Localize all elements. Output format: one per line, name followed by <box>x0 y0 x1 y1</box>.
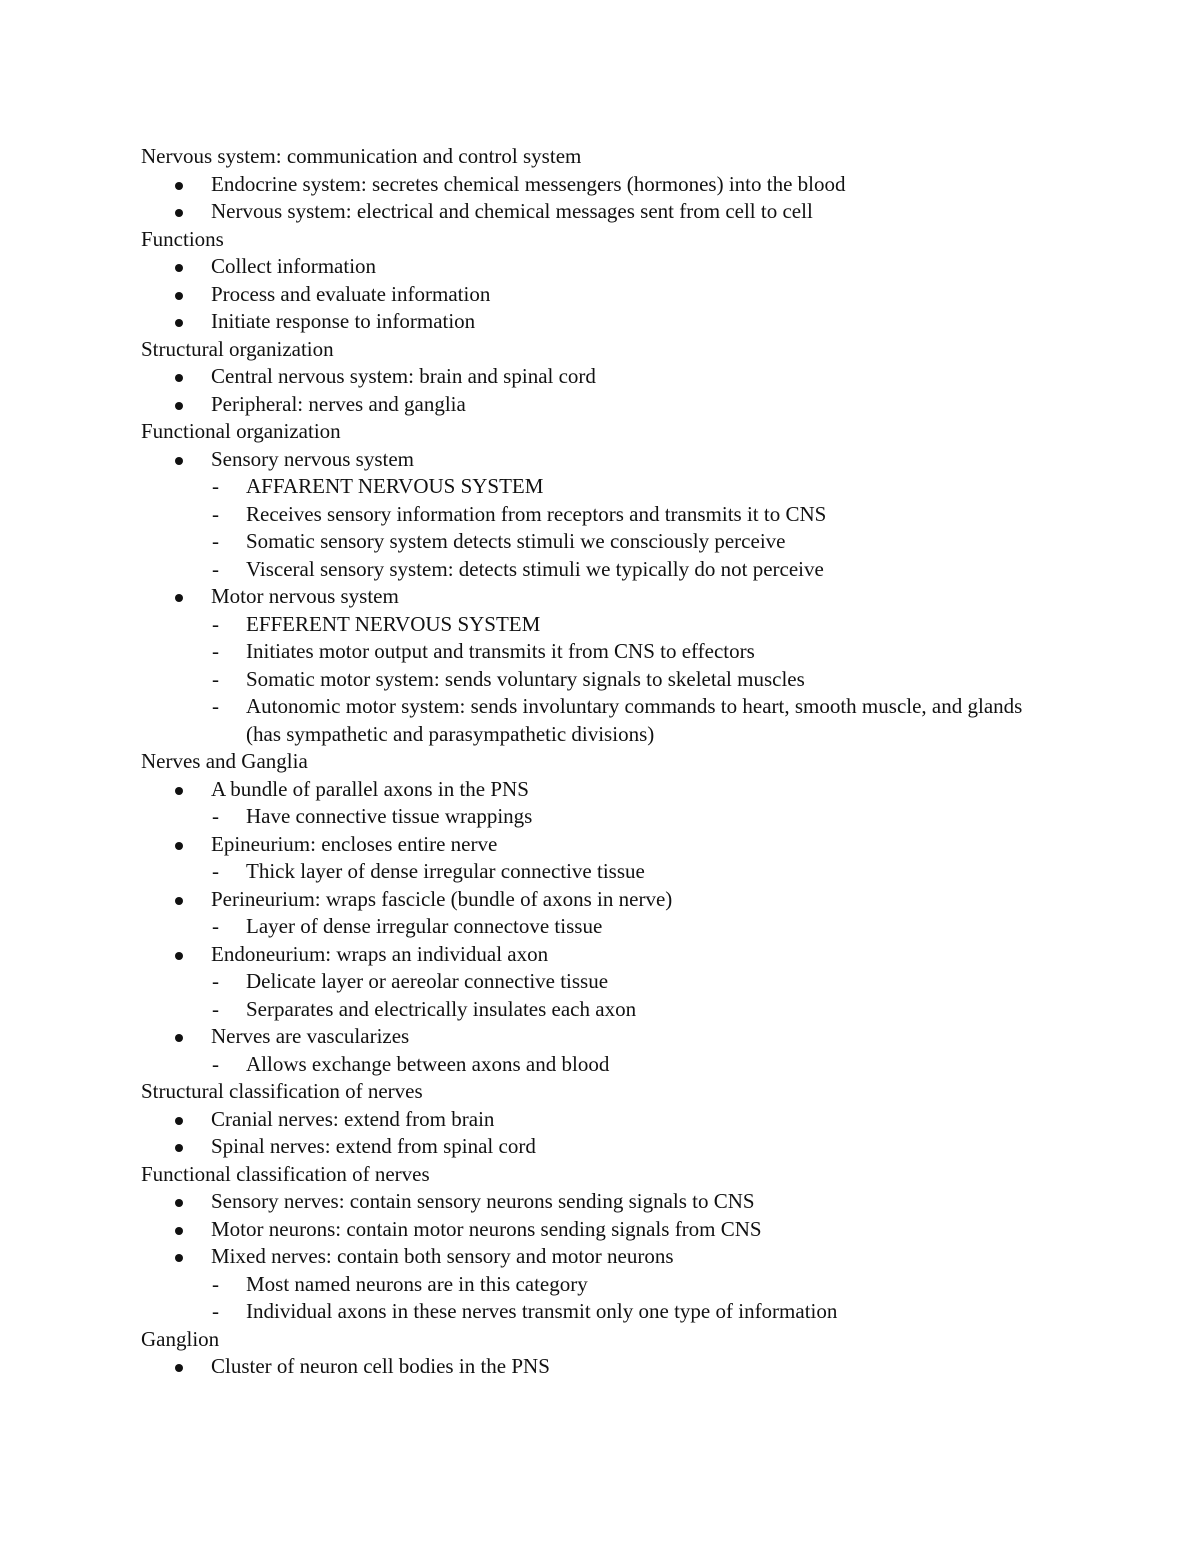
bullet-item <box>141 1188 1101 1216</box>
sub-list <box>141 1271 1101 1326</box>
bullet-item <box>141 1106 1101 1134</box>
dash-marker-icon: - <box>212 1271 219 1296</box>
bullet-text: Perineurium: wraps fascicle (bundle of axons in nerve) <box>211 886 673 911</box>
bullet-text: Epineurium: encloses entire nerve <box>211 831 498 856</box>
sub-text: Most named neurons are in this category <box>246 1271 588 1296</box>
dash-marker-icon: - <box>212 529 219 553</box>
bullet-item <box>141 1353 1101 1381</box>
sub-list <box>141 803 1101 831</box>
section-heading: Ganglion <box>141 1326 220 1351</box>
bullet-text: Endocrine system: secretes chemical messengers (hormones) into the blood <box>211 171 846 196</box>
sub-item <box>141 473 1101 501</box>
dash-marker-icon: - <box>212 556 219 581</box>
dash-marker-icon: - <box>212 666 219 691</box>
bullet-dot-icon <box>175 319 183 327</box>
section-heading: Functions <box>141 226 224 251</box>
sub-item <box>141 693 1101 748</box>
bullet-list <box>141 1106 1101 1161</box>
sub-item <box>141 968 1101 996</box>
bullet-item <box>141 941 1101 1024</box>
sub-text: Autonomic motor system: sends involuntary commands to heart, smooth muscle, and glands (has sympathetic and parasympathetic divisions) <box>246 694 1023 746</box>
sub-list <box>141 473 1101 583</box>
bullet-item <box>141 253 1101 281</box>
bullet-text: Cranial nerves: extend from brain <box>211 1106 495 1131</box>
sub-item <box>141 611 1101 639</box>
sub-text: Individual axons in these nerves transmit only one type of information <box>246 1299 838 1323</box>
bullet-text: Mixed nerves: contain both sensory and motor neurons <box>211 1244 674 1268</box>
sub-item <box>141 858 1101 886</box>
bullet-list <box>141 253 1101 336</box>
bullet-item <box>141 171 1101 199</box>
sub-item <box>141 1271 1101 1299</box>
sub-list <box>141 968 1101 1023</box>
section-heading: Functional organization <box>141 419 341 443</box>
bullet-dot-icon <box>175 402 183 410</box>
bullet-text: Sensory nerves: contain sensory neurons sending signals to CNS <box>211 1189 755 1213</box>
bullet-dot-icon <box>175 1254 183 1262</box>
sub-item <box>141 501 1101 529</box>
bullet-item <box>141 886 1101 941</box>
sub-item <box>141 666 1101 694</box>
bullet-dot-icon <box>175 209 183 217</box>
bullet-text: Collect information <box>211 254 377 278</box>
bullet-dot-icon <box>175 1199 183 1207</box>
bullet-item <box>141 281 1101 309</box>
bullet-item <box>141 308 1101 336</box>
bullet-text: Peripheral: nerves and ganglia <box>211 391 466 416</box>
bullet-dot-icon <box>175 1144 183 1152</box>
bullet-list <box>141 776 1101 1079</box>
bullet-dot-icon <box>175 182 183 190</box>
sub-item <box>141 638 1101 666</box>
dash-marker-icon: - <box>212 1051 219 1076</box>
section-heading: Functional classification of nerves <box>141 1161 430 1186</box>
sub-text: Thick layer of dense irregular connective tissue <box>246 859 645 883</box>
sub-text: Allows exchange between axons and blood <box>246 1051 610 1076</box>
sub-list <box>141 1051 1101 1079</box>
bullet-text: Central nervous system: brain and spinal cord <box>211 364 596 388</box>
dash-marker-icon: - <box>212 611 219 636</box>
bullet-dot-icon <box>175 1364 183 1372</box>
bullet-item <box>141 446 1101 584</box>
bullet-text: Motor nervous system <box>211 584 399 608</box>
dash-marker-icon: - <box>212 694 219 718</box>
dash-marker-icon: - <box>212 1299 219 1323</box>
sub-text: Somatic sensory system detects stimuli we consciously perceive <box>246 529 786 553</box>
section-heading: Structural organization <box>141 336 334 361</box>
bullet-dot-icon <box>175 897 183 905</box>
sub-text: Have connective tissue wrappings <box>246 804 533 828</box>
bullet-dot-icon <box>175 264 183 272</box>
bullet-item <box>141 831 1101 886</box>
sub-text: AFFARENT NERVOUS SYSTEM <box>246 474 544 498</box>
bullet-text: Cluster of neuron cell bodies in the PNS <box>211 1354 550 1378</box>
dash-marker-icon: - <box>212 804 219 828</box>
sub-item <box>141 1051 1101 1079</box>
bullet-item <box>141 363 1101 391</box>
sub-list <box>141 913 1101 941</box>
bullet-item <box>141 391 1101 419</box>
dash-marker-icon: - <box>212 859 219 883</box>
bullet-text: Process and evaluate information <box>211 281 491 306</box>
sub-item <box>141 996 1101 1024</box>
bullet-dot-icon <box>175 1227 183 1235</box>
bullet-item <box>141 583 1101 748</box>
bullet-text: Spinal nerves: extend from spinal cord <box>211 1134 536 1158</box>
bullet-dot-icon <box>175 1034 183 1042</box>
bullet-text: Endoneurium: wraps an individual axon <box>211 941 549 966</box>
sub-text: Visceral sensory system: detects stimuli we typically do not perceive <box>246 556 824 581</box>
document-page <box>141 143 1101 1381</box>
sub-text: Layer of dense irregular connectove tissue <box>246 914 603 938</box>
sub-text: EFFERENT NERVOUS SYSTEM <box>246 611 541 636</box>
bullet-item <box>141 198 1101 226</box>
bullet-list <box>141 363 1101 418</box>
bullet-list <box>141 1353 1101 1381</box>
bullet-item <box>141 776 1101 831</box>
sub-list <box>141 611 1101 749</box>
dash-marker-icon: - <box>212 996 219 1021</box>
sub-text: Initiates motor output and transmits it from CNS to effectors <box>246 639 755 663</box>
sub-item <box>141 913 1101 941</box>
section-heading: Structural classification of nerves <box>141 1079 423 1103</box>
bullet-dot-icon <box>175 1117 183 1125</box>
bullet-dot-icon <box>175 952 183 960</box>
dash-marker-icon: - <box>212 639 219 663</box>
bullet-dot-icon <box>175 457 183 465</box>
bullet-list <box>141 446 1101 749</box>
bullet-list <box>141 171 1101 226</box>
bullet-text: Initiate response to information <box>211 309 476 333</box>
bullet-item <box>141 1216 1101 1244</box>
bullet-dot-icon <box>175 374 183 382</box>
sub-item <box>141 1298 1101 1326</box>
sub-text: Delicate layer or aereolar connective tissue <box>246 969 609 993</box>
section-heading: Nerves and Ganglia <box>141 749 308 773</box>
dash-marker-icon: - <box>212 501 219 526</box>
bullet-text: Nerves are vascularizes <box>211 1024 410 1048</box>
bullet-text: A bundle of parallel axons in the PNS <box>211 776 529 801</box>
bullet-text: Sensory nervous system <box>211 446 414 471</box>
bullet-text: Motor neurons: contain motor neurons sending signals from CNS <box>211 1216 762 1241</box>
sub-text: Somatic motor system: sends voluntary signals to skeletal muscles <box>246 666 805 691</box>
dash-marker-icon: - <box>212 914 219 938</box>
sub-item <box>141 528 1101 556</box>
sub-text: Receives sensory information from receptors and transmits it to CNS <box>246 501 827 526</box>
bullet-dot-icon <box>175 292 183 300</box>
sub-item <box>141 803 1101 831</box>
section-heading: Nervous system: communication and control system <box>141 144 582 168</box>
bullet-item <box>141 1133 1101 1161</box>
sub-list <box>141 858 1101 886</box>
bullet-dot-icon <box>175 787 183 795</box>
bullet-text: Nervous system: electrical and chemical messages sent from cell to cell <box>211 199 813 223</box>
dash-marker-icon: - <box>212 474 219 498</box>
bullet-list <box>141 1188 1101 1326</box>
bullet-dot-icon <box>175 594 183 602</box>
bullet-item <box>141 1023 1101 1078</box>
bullet-item <box>141 1243 1101 1326</box>
bullet-dot-icon <box>175 842 183 850</box>
dash-marker-icon: - <box>212 969 219 993</box>
sub-text: Serparates and electrically insulates each axon <box>246 996 637 1021</box>
sub-item <box>141 556 1101 584</box>
